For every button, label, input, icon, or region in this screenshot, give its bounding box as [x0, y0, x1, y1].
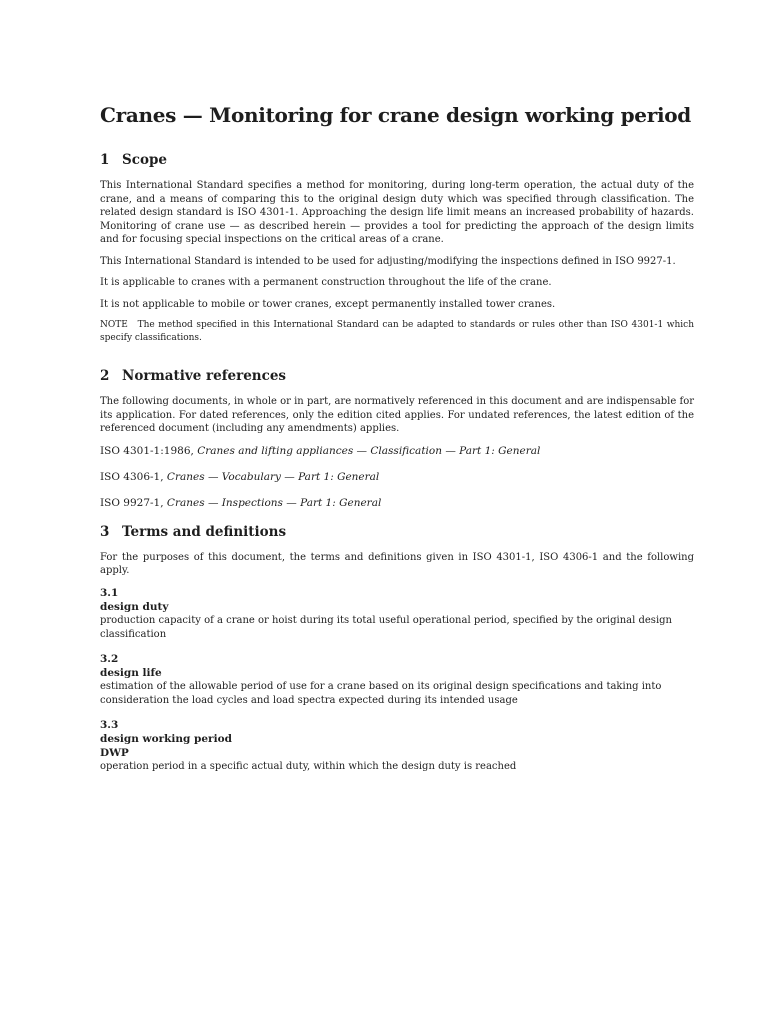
section-title: Terms and definitions: [122, 523, 287, 540]
term-name: design working period: [100, 732, 232, 745]
term-number: 3.1: [100, 586, 119, 599]
section-title: Normative references: [122, 368, 287, 384]
reference-title: Cranes — Vocabulary — Part 1: General: [166, 470, 380, 483]
reference-item: [100, 470, 694, 484]
term-name: design life: [100, 666, 162, 679]
section-number: 1: [100, 152, 110, 168]
term-name: design duty: [100, 600, 169, 613]
scope-note: [100, 319, 694, 344]
term-abbreviation: DWP: [100, 746, 129, 759]
section-heading-scope: [100, 150, 694, 170]
term-number: 3.3: [100, 718, 119, 731]
term-definition: production capacity of a crane or hoist during its total useful operational period, specified by the original design classification: [100, 614, 672, 640]
note-text: The method specified in this International Standard can be adapted to standards or rules other than ISO 4301-1 which specify classifications.: [100, 320, 694, 343]
scope-paragraph: It is not applicable to mobile or tower cranes, except permanently installed tower cranes.: [100, 298, 556, 310]
reference-item: [100, 444, 694, 458]
reference-code: ISO 4301-1:1986,: [100, 444, 194, 457]
section-scope: [100, 150, 694, 344]
scope-paragraph: It is applicable to cranes with a permanent construction throughout the life of the crane.: [100, 277, 552, 288]
section-heading-normative-references: [100, 366, 694, 386]
section-heading-terms-definitions: [100, 522, 694, 542]
section-terms-definitions: [100, 522, 694, 774]
reference-code: ISO 4306-1,: [100, 470, 164, 483]
section-normative-references: [100, 366, 694, 510]
reference-item: [100, 496, 694, 510]
scope-paragraph: This International Standard specifies a method for monitoring, during long-term operation, the actual duty of the crane, and a means of comparing this to the original design duty which was specified through classification. The related design standard is ISO 4301-1. Approaching the design life limit means an increased probability of hazards. Monitoring of crane use — as described herein — provides a tool for predicting the approach of the design limits and for focusing special inspections on the critical areas of a crane.: [100, 180, 694, 245]
reference-code: ISO 9927-1,: [100, 496, 164, 509]
term-entry: [100, 586, 694, 642]
term-entry: [100, 718, 694, 774]
term-entry: [100, 652, 694, 708]
scope-paragraph: This International Standard is intended to be used for adjusting/modifying the inspections defined in ISO 9927-1.: [100, 255, 676, 267]
term-number: 3.2: [100, 652, 119, 665]
document-page: [100, 100, 694, 784]
reference-title: Cranes and lifting appliances — Classification — Part 1: General: [197, 444, 541, 457]
term-definition: estimation of the allowable period of use for a crane based on its original design specifications and taking into consideration the load cycles and load spectra expected during its intended usage: [100, 680, 662, 706]
reference-title: Cranes — Inspections — Part 1: General: [166, 496, 382, 509]
section-number: 2: [100, 368, 110, 384]
document-title: Cranes — Monitoring for crane design working period: [100, 103, 691, 127]
terms-intro: For the purposes of this document, the terms and definitions given in ISO 4301-1, ISO 4306-1 and the following apply.: [100, 551, 694, 576]
term-definition: operation period in a specific actual duty, within which the design duty is reached: [100, 760, 517, 772]
normative-intro: The following documents, in whole or in part, are normatively referenced in this document and are indispensable for its application. For dated references, only the edition cited applies. For undated references, the latest edition of the referenced document (including any amendments) applies.: [100, 396, 694, 434]
section-title: Scope: [122, 152, 168, 168]
note-label: NOTE: [100, 320, 128, 330]
section-number: 3: [100, 523, 110, 540]
